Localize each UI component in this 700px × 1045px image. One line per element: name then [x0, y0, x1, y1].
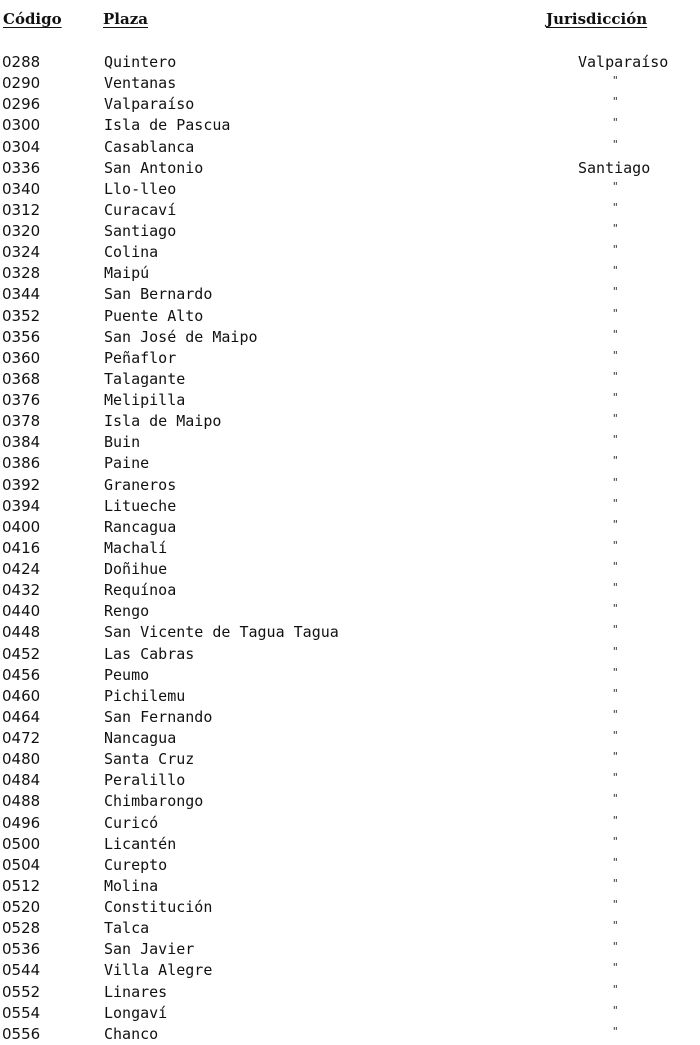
jurisdiction-cell: " [612, 581, 619, 595]
place-cell: Constitución [104, 898, 213, 916]
jurisdiction-cell: " [612, 222, 619, 235]
jurisdiction-cell: " [612, 792, 619, 806]
code-cell: 0356 [2, 327, 41, 346]
table-row [0, 263, 700, 284]
code-cell: 0288 [2, 53, 41, 71]
code-cell: 0324 [2, 243, 41, 262]
table-row [0, 475, 700, 496]
code-cell: 0440 [2, 602, 41, 621]
table-row [0, 707, 700, 728]
place-cell: Doñihue [104, 560, 168, 578]
jurisdiction-cell: " [612, 982, 619, 996]
code-cell: 0400 [2, 517, 41, 536]
place-cell: Rengo [104, 602, 150, 621]
jurisdiction-cell: " [612, 306, 619, 320]
place-cell: San Antonio [104, 158, 204, 177]
code-cell: 0416 [2, 538, 41, 557]
jurisdiction-cell: " [612, 538, 619, 552]
place-cell: Longaví [104, 1003, 168, 1022]
header-code: Código [3, 10, 62, 28]
code-cell: 0472 [2, 729, 41, 747]
place-cell: San José de Maipo [104, 327, 258, 346]
place-cell: Colina [104, 243, 159, 262]
code-cell: 0452 [2, 644, 41, 663]
table-row [0, 411, 700, 432]
table-row [0, 770, 700, 791]
jurisdiction-cell: " [612, 391, 619, 404]
place-cell: Santiago [104, 222, 177, 240]
code-cell: 0378 [2, 412, 41, 431]
code-cell: 0392 [2, 475, 41, 494]
table-row [0, 284, 700, 305]
place-cell: Chimbarongo [104, 792, 204, 811]
jurisdiction-cell: " [612, 1003, 619, 1017]
code-cell: 0460 [2, 686, 41, 705]
jurisdiction-cell: " [612, 412, 619, 426]
place-cell: Maipú [104, 264, 150, 283]
jurisdiction-cell: " [612, 433, 619, 447]
code-cell: 0496 [2, 813, 41, 832]
jurisdiction-cell: " [612, 348, 619, 362]
table-row [0, 982, 700, 1003]
place-cell: San Fernando [104, 707, 213, 726]
place-cell: Paine [104, 454, 150, 473]
table-row [0, 897, 700, 918]
code-cell: 0552 [2, 982, 41, 1001]
place-cell: Nancagua [104, 729, 177, 747]
jurisdiction-cell: " [612, 834, 619, 848]
jurisdiction-cell: Santiago [578, 158, 651, 177]
code-cell: 0544 [2, 961, 41, 980]
table-row [0, 559, 700, 580]
table-row [0, 73, 700, 94]
code-cell: 0500 [2, 834, 41, 853]
code-cell: 0312 [2, 200, 41, 219]
jurisdiction-cell: " [612, 855, 619, 869]
table-row [0, 52, 700, 73]
code-cell: 0304 [2, 137, 41, 156]
jurisdiction-cell: " [612, 95, 619, 109]
code-cell: 0394 [2, 496, 41, 515]
code-cell: 0384 [2, 433, 41, 452]
code-cell: 0300 [2, 116, 41, 135]
table-row [0, 179, 700, 200]
place-cell: Melipilla [104, 391, 186, 409]
code-cell: 0480 [2, 750, 41, 769]
place-cell: Linares [104, 982, 168, 1001]
table-row [0, 580, 700, 601]
place-cell: Villa Alegre [104, 961, 213, 980]
table-row [0, 834, 700, 855]
table-row [0, 749, 700, 770]
table-row [0, 390, 700, 411]
table-row [0, 939, 700, 960]
code-cell: 0376 [2, 391, 41, 409]
table-row [0, 1003, 700, 1024]
place-cell: Santa Cruz [104, 750, 195, 769]
place-cell: Chanco [104, 1024, 159, 1043]
place-cell: Talagante [104, 369, 186, 388]
table-row [0, 327, 700, 348]
table-row [0, 496, 700, 517]
table-row [0, 94, 700, 115]
jurisdiction-cell: " [612, 602, 619, 616]
code-cell: 0432 [2, 581, 41, 600]
jurisdiction-cell: " [612, 116, 619, 130]
jurisdiction-cell: " [612, 644, 619, 658]
place-cell: Requínoa [104, 581, 177, 600]
table-row [0, 432, 700, 453]
place-cell: Molina [104, 876, 159, 895]
code-cell: 0368 [2, 369, 41, 388]
code-cell: 0484 [2, 771, 41, 790]
place-cell: Casablanca [104, 137, 195, 156]
place-cell: Peñaflor [104, 348, 177, 367]
place-cell: Litueche [104, 496, 177, 515]
jurisdiction-cell: " [612, 74, 619, 88]
jurisdiction-cell: " [612, 876, 619, 890]
table-row [0, 601, 700, 622]
table-row [0, 813, 700, 834]
table-row [0, 221, 700, 242]
table-row [0, 728, 700, 749]
jurisdiction-cell: " [612, 369, 619, 383]
jurisdiction-cell: " [612, 750, 619, 764]
code-cell: 0536 [2, 940, 41, 959]
jurisdiction-cell: " [612, 1024, 619, 1038]
place-cell: Graneros [104, 475, 177, 494]
table-row [0, 918, 700, 939]
place-cell: Peumo [104, 665, 150, 684]
jurisdiction-cell: " [612, 686, 619, 700]
jurisdiction-cell: Valparaíso [578, 53, 669, 71]
place-cell: Las Cabras [104, 644, 195, 663]
jurisdiction-cell: " [612, 200, 619, 214]
place-cell: Curepto [104, 855, 168, 874]
place-cell: Isla de Maipo [104, 412, 222, 431]
code-cell: 0512 [2, 876, 41, 895]
code-cell: 0352 [2, 306, 41, 325]
code-cell: 0528 [2, 919, 41, 938]
jurisdiction-cell: " [612, 961, 619, 975]
place-cell: San Bernardo [104, 285, 213, 304]
table-row [0, 791, 700, 812]
table-row [0, 200, 700, 221]
code-cell: 0424 [2, 560, 41, 578]
jurisdiction-cell: " [612, 919, 619, 933]
table-row [0, 665, 700, 686]
table-row [0, 644, 700, 665]
code-cell: 0520 [2, 898, 41, 916]
table-row [0, 115, 700, 136]
jurisdiction-cell: " [612, 496, 619, 510]
jurisdiction-cell: " [612, 813, 619, 827]
jurisdiction-cell: " [612, 940, 619, 954]
jurisdiction-cell: " [612, 898, 619, 911]
place-cell: Rancagua [104, 517, 177, 536]
place-cell: Ventanas [104, 74, 177, 93]
table-row [0, 242, 700, 263]
table-row [0, 686, 700, 707]
table-body [0, 52, 700, 1045]
place-cell: Machalí [104, 538, 168, 557]
place-cell: Llo-lleo [104, 179, 177, 198]
table-row [0, 1024, 700, 1045]
code-cell: 0554 [2, 1003, 41, 1022]
code-cell: 0344 [2, 285, 41, 304]
jurisdiction-cell: " [612, 454, 619, 468]
place-cell: Peralillo [104, 771, 186, 790]
code-cell: 0386 [2, 454, 41, 473]
jurisdiction-cell: " [612, 179, 619, 193]
jurisdiction-cell: " [612, 665, 619, 679]
code-cell: 0290 [2, 74, 41, 93]
place-cell: Buin [104, 433, 141, 452]
code-cell: 0336 [2, 158, 41, 177]
code-cell: 0340 [2, 179, 41, 198]
jurisdiction-cell: " [612, 517, 619, 531]
table-row [0, 855, 700, 876]
table-row [0, 622, 700, 643]
code-cell: 0504 [2, 855, 41, 874]
code-cell: 0488 [2, 792, 41, 811]
jurisdiction-cell: " [612, 623, 619, 637]
place-cell: Quintero [104, 53, 177, 71]
jurisdiction-cell: " [612, 137, 619, 151]
code-cell: 0556 [2, 1024, 41, 1043]
jurisdiction-cell: " [612, 264, 619, 278]
table-row [0, 876, 700, 897]
table-row [0, 960, 700, 981]
jurisdiction-cell: " [612, 771, 619, 785]
code-cell: 0448 [2, 623, 41, 642]
table-row [0, 517, 700, 538]
jurisdiction-cell: " [612, 475, 619, 489]
table-row [0, 137, 700, 158]
jurisdiction-cell: " [612, 707, 619, 721]
code-cell: 0360 [2, 348, 41, 367]
place-cell: Curicó [104, 813, 159, 832]
jurisdiction-cell: " [612, 729, 619, 742]
place-cell: Curacaví [104, 200, 177, 219]
jurisdiction-cell: " [612, 560, 619, 573]
table-row [0, 453, 700, 474]
place-cell: Pichilemu [104, 686, 186, 705]
code-cell: 0456 [2, 665, 41, 684]
place-cell: San Javier [104, 940, 195, 959]
code-cell: 0464 [2, 707, 41, 726]
header-place: Plaza [103, 10, 148, 28]
table-row [0, 306, 700, 327]
place-cell: Talca [104, 919, 150, 938]
jurisdiction-cell: " [612, 285, 619, 299]
place-cell: Valparaíso [104, 95, 195, 114]
table-row [0, 158, 700, 179]
code-cell: 0328 [2, 264, 41, 283]
jurisdiction-cell: " [612, 243, 619, 257]
place-cell: Puente Alto [104, 306, 204, 325]
place-cell: San Vicente de Tagua Tagua [104, 623, 339, 642]
header-jurisdiction: Jurisdicción [546, 10, 648, 28]
code-cell: 0320 [2, 222, 41, 240]
code-cell: 0296 [2, 95, 41, 114]
place-cell: Isla de Pascua [104, 116, 231, 135]
table-row [0, 538, 700, 559]
place-cell: Licantén [104, 834, 177, 853]
jurisdiction-cell: " [612, 327, 619, 341]
table-row [0, 348, 700, 369]
table-row [0, 369, 700, 390]
